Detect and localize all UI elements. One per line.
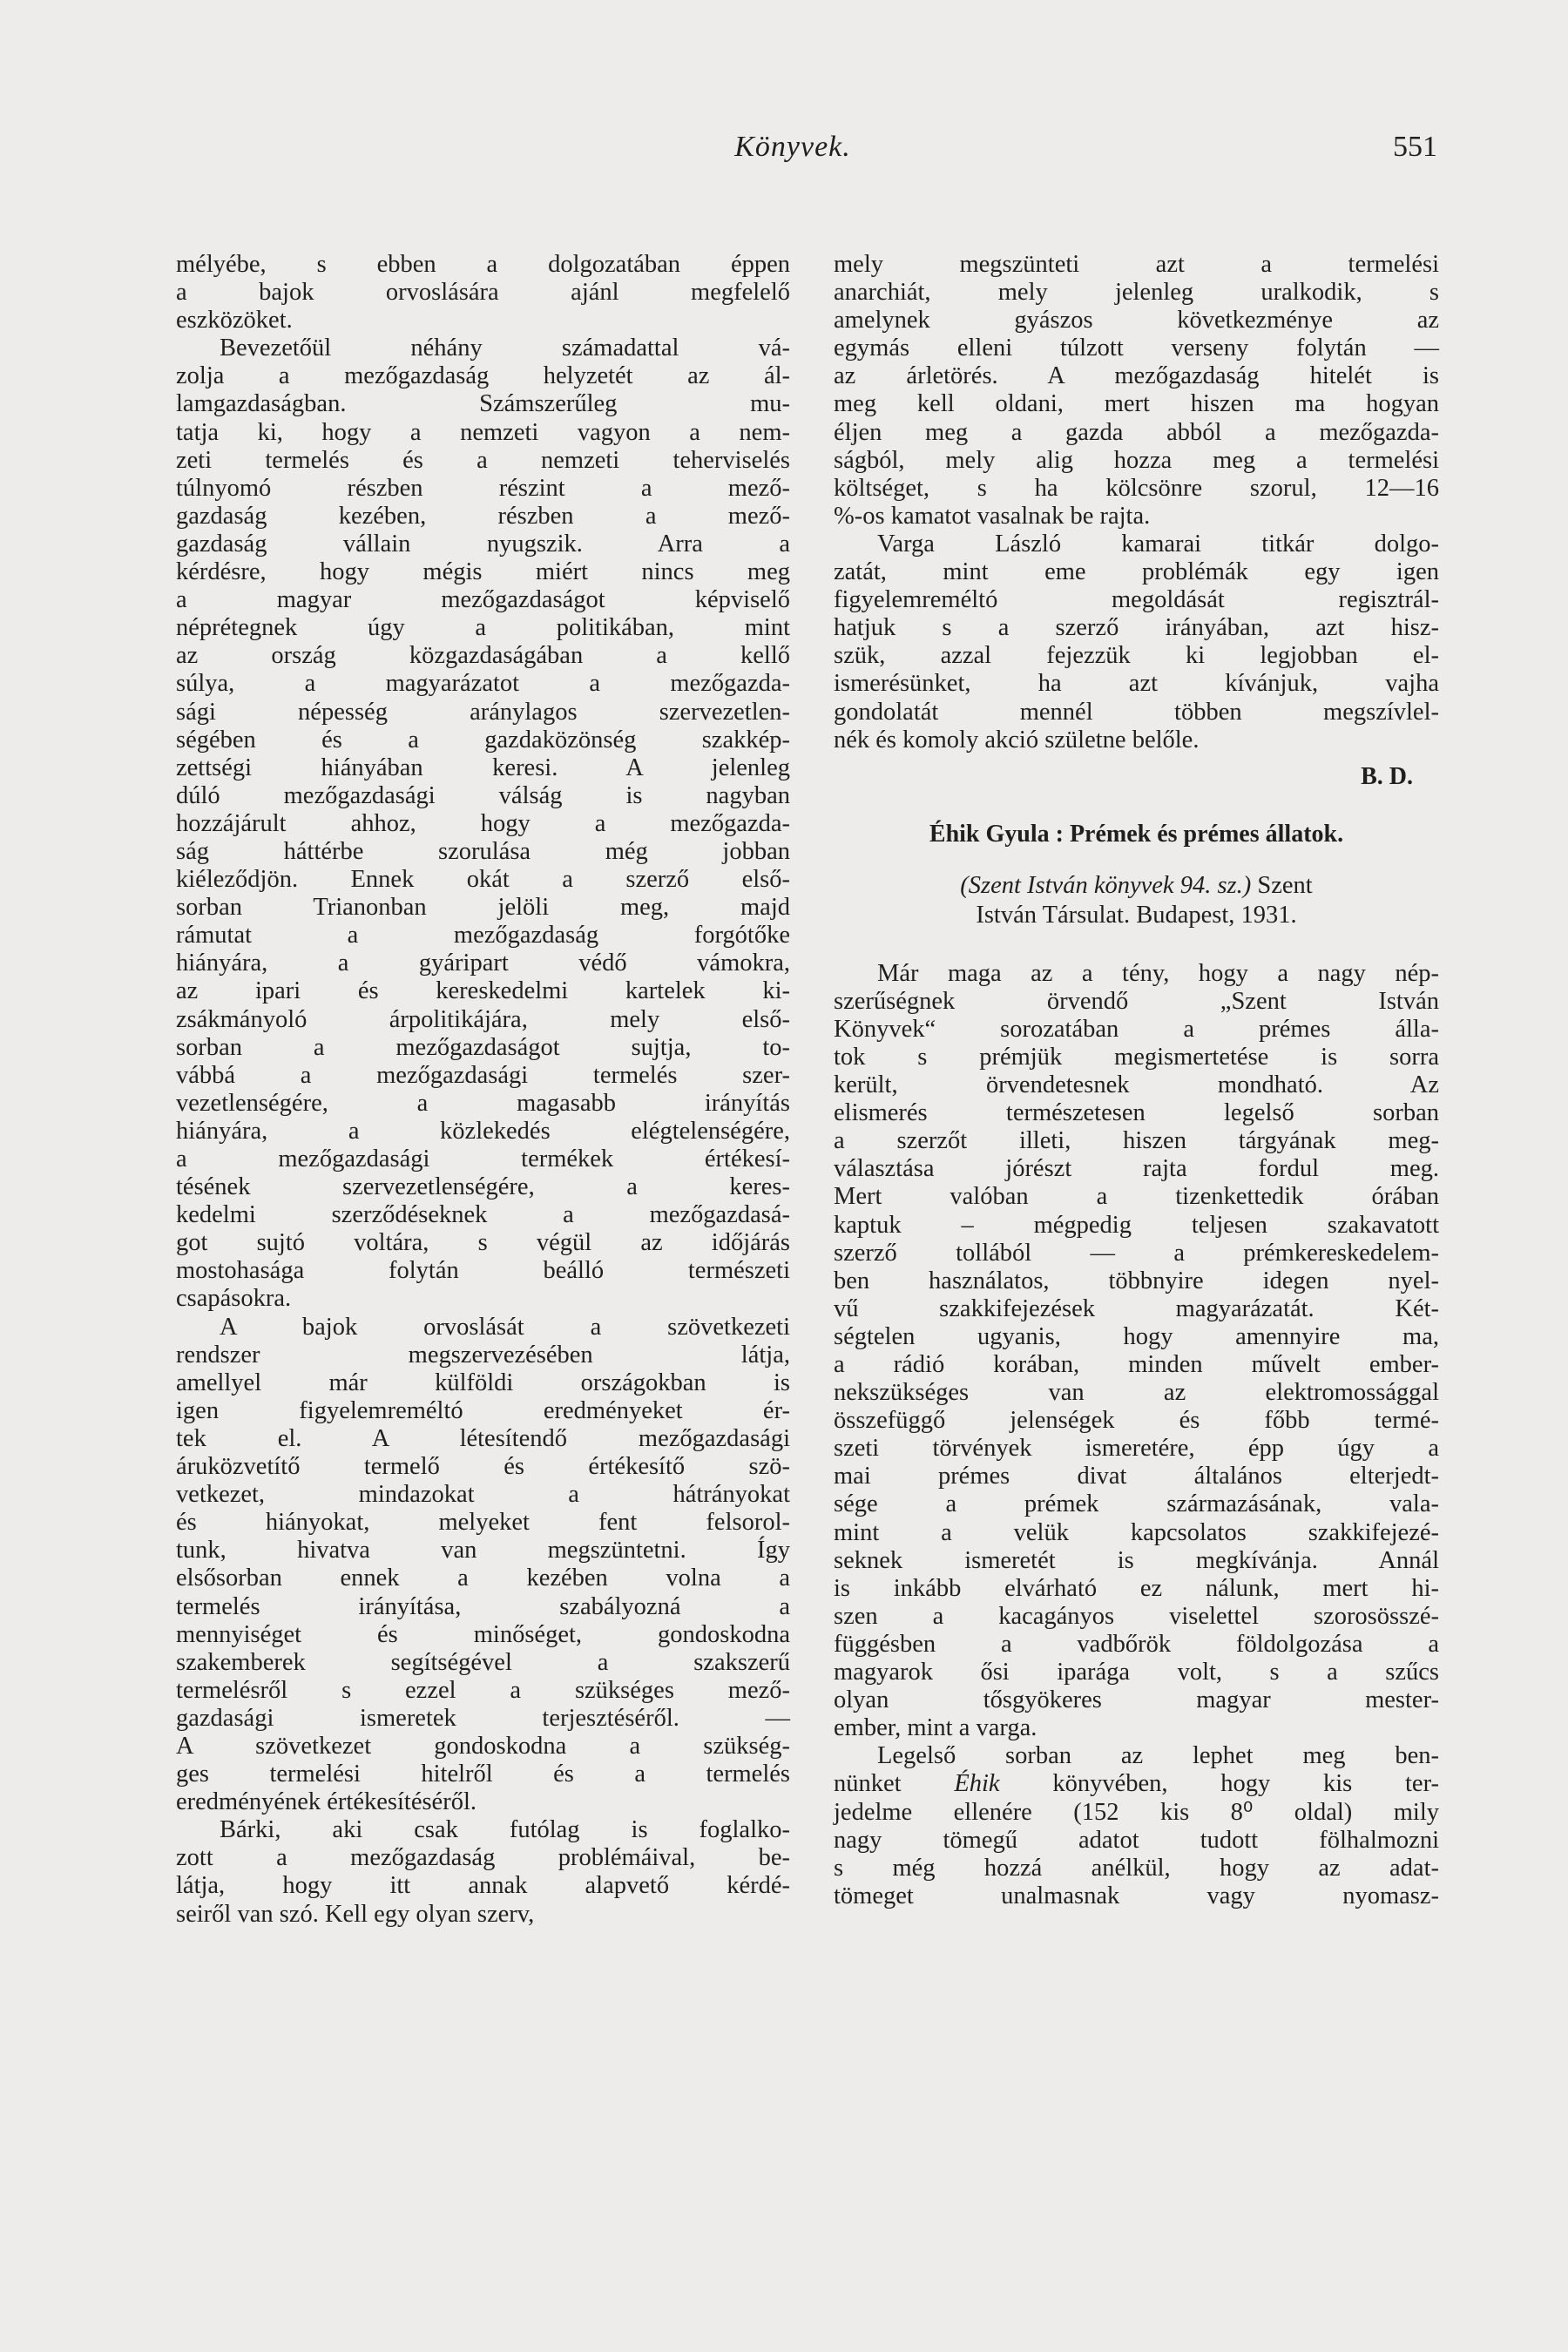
text-line: zatát, mint eme problémák egy igen bbox=[834, 558, 1439, 586]
text-line: egymás elleni túlzott verseny folytán — bbox=[834, 335, 1439, 362]
publication-line-2: István Társulat. Budapest, 1931. bbox=[976, 901, 1297, 929]
text-line: jedelme ellenére (152 kis 8⁰ oldal) mily bbox=[834, 1798, 1439, 1826]
text-line: nék és komoly akció születne belőle. bbox=[834, 726, 1200, 754]
series-name: (Szent István könyvek 94. sz.) bbox=[960, 871, 1252, 899]
text-line: ségtelen ugyanis, hogy amennyire ma, bbox=[834, 1322, 1439, 1350]
text-line: az árletörés. A mezőgazdaság hitelét is bbox=[834, 362, 1439, 390]
text-line: eredményének értékesítéséről. bbox=[176, 1788, 476, 1816]
text-line: ben használatos, többnyire idegen nyel- bbox=[834, 1267, 1439, 1294]
text-line: anarchiát, mely jelenleg uralkodik, s bbox=[834, 279, 1439, 307]
text-line: tömeget unalmasnak vagy nyomasz- bbox=[834, 1882, 1439, 1909]
text-line: szük, azzal fejezzük ki legjobban el- bbox=[834, 642, 1439, 670]
text-line: figyelemreméltó megoldását regisztrál- bbox=[834, 586, 1439, 614]
text-line: a szerzőt illeti, hiszen tárgyának meg- bbox=[834, 1127, 1439, 1155]
text-line: sorban Trianonban jelöli meg, majd bbox=[176, 894, 790, 922]
text-line: rendszer megszervezésében látja, bbox=[176, 1341, 790, 1369]
text-line: kedelmi szerződéseknek a mezőgazdasá- bbox=[176, 1201, 790, 1229]
text-line: sági népesség aránylagos szervezetlen- bbox=[176, 698, 790, 726]
review-continuation bbox=[834, 251, 1439, 754]
text-line: gazdaság kezében, részben a mező- bbox=[176, 502, 790, 530]
text-line: nekszükséges van az elektromossággal bbox=[834, 1379, 1439, 1407]
text-line: kaptuk – mégpedig teljesen szakavatott bbox=[834, 1211, 1439, 1239]
text-line: és hiányokat, melyeket fent felsorol- bbox=[176, 1509, 790, 1537]
text-line: hatjuk s a szerző irányában, azt hisz- bbox=[834, 614, 1439, 642]
text-line: szerző tollából — a prémkereskedelem- bbox=[834, 1239, 1439, 1267]
text-line: a rádió korában, minden művelt ember- bbox=[834, 1351, 1439, 1378]
text-line: az ipari és kereskedelmi kartelek ki- bbox=[176, 977, 790, 1005]
text-line: vű szakkifejezések magyarázatát. Két- bbox=[834, 1294, 1439, 1322]
text-line: ségében és a gazdaközönség szakkép- bbox=[176, 726, 790, 754]
text-line: nagy tömegű adatot tudott fölhalmozni bbox=[834, 1826, 1439, 1854]
text-line: dúló mezőgazdasági válság is nagyban bbox=[176, 781, 790, 809]
text-line: hiányára, a gyáripart védő vámokra, bbox=[176, 950, 790, 977]
text-line: meg kell oldani, mert hiszen ma hogyan bbox=[834, 390, 1439, 418]
text-line: az ország közgazdaságában a kellő bbox=[176, 642, 790, 670]
paragraph-line: Legelső sorban az lephet meg ben- bbox=[877, 1742, 1439, 1770]
text-line: elismerés természetesen legelső sorban bbox=[834, 1099, 1439, 1127]
text-line: gazdasági ismeretek terjesztéséről. — bbox=[176, 1704, 790, 1732]
text-line: szerűségnek örvendő „Szent István bbox=[834, 987, 1439, 1015]
text-line: rámutat a mezőgazdaság forgótőke bbox=[176, 922, 790, 950]
text-line: szen a kacagányos viselettel szorosösszé- bbox=[834, 1602, 1439, 1630]
text-line: zeti termelés és a nemzeti teherviselés bbox=[176, 446, 790, 474]
text-line: A szövetkezet gondoskodna a szükség- bbox=[176, 1732, 790, 1760]
text-line: tunk, hivatva van megszüntetni. Így bbox=[176, 1537, 790, 1565]
text-line: néprétegnek úgy a politikában, mint bbox=[176, 614, 790, 642]
text-line: mely megszünteti azt a termelési bbox=[834, 251, 1439, 278]
page-number: 551 bbox=[1393, 131, 1437, 163]
text-line: összefüggő jelenségek és főbb termé- bbox=[834, 1407, 1439, 1435]
text-line: sorban a mezőgazdaságot sujtja, to- bbox=[176, 1033, 790, 1061]
text-line: mai prémes divat általános elterjedt- bbox=[834, 1463, 1439, 1490]
text-line: amellyel már külföldi országokban is bbox=[176, 1369, 790, 1396]
text-line: a magyar mezőgazdaságot képviselő bbox=[176, 586, 790, 614]
text-line: elsősorban ennek a kezében volna a bbox=[176, 1565, 790, 1592]
right-column bbox=[834, 251, 1439, 1910]
text-line: szakemberek segítségével a szakszerű bbox=[176, 1648, 790, 1676]
running-header: Könyvek. bbox=[734, 131, 851, 163]
text-line: s még hozzá anélkül, hogy az adat- bbox=[834, 1854, 1439, 1882]
text-line: Bevezetőül néhány számadattal vá- bbox=[220, 335, 790, 362]
paragraph-line bbox=[834, 1770, 1439, 1798]
text-line: választása jórészt rajta fordul meg. bbox=[834, 1155, 1439, 1183]
text-line: A bajok orvoslását a szövetkezeti bbox=[220, 1313, 790, 1341]
text-line: got sujtó voltára, s végül az időjárás bbox=[176, 1229, 790, 1257]
text-line: áruközvetítő termelő és értékesítő szö- bbox=[176, 1453, 790, 1481]
text-line: a bajok orvoslására ajánl megfelelő bbox=[176, 279, 790, 307]
text-line: súlya, a magyarázatot a mezőgazda- bbox=[176, 670, 790, 698]
text-line: zettségi hiányában keresi. A jelenleg bbox=[176, 754, 790, 781]
text-line: látja, hogy itt annak alapvető kérdé- bbox=[176, 1872, 790, 1900]
text-line: tésének szervezetlenségére, a keres- bbox=[176, 1173, 790, 1201]
text-line: olyan tősgyökeres magyar mester- bbox=[834, 1686, 1439, 1714]
text-line: mint a velük kapcsolatos szakkifejezé- bbox=[834, 1518, 1439, 1546]
text-line: vábbá a mezőgazdasági termelés szer- bbox=[176, 1061, 790, 1089]
text-line: Könyvek“ sorozatában a prémes álla- bbox=[834, 1015, 1439, 1043]
text-line: hozzájárult ahhoz, hogy a mezőgazda- bbox=[176, 809, 790, 837]
text-line: hiányára, a közlekedés elégtelenségére, bbox=[176, 1117, 790, 1145]
reviewer-signature: B. D. bbox=[1361, 762, 1413, 790]
text-line: mennyiséget és minőséget, gondoskodna bbox=[176, 1620, 790, 1648]
text-line: tatja ki, hogy a nemzeti vagyon a nem- bbox=[176, 418, 790, 446]
text-line: mostohasága folytán beálló természeti bbox=[176, 1257, 790, 1285]
text-line: a mezőgazdasági termékek értékesí- bbox=[176, 1146, 790, 1173]
text-span: könyvében, hogy kis ter- bbox=[999, 1770, 1439, 1798]
text-line: igen figyelemreméltó eredményeket ér- bbox=[176, 1396, 790, 1424]
text-line: tok s prémjük megismertetése is sorra bbox=[834, 1043, 1439, 1071]
text-line: zsákmányoló árpolitikájára, mely első- bbox=[176, 1005, 790, 1033]
text-line: éljen meg a gazda abból a mezőgazda- bbox=[834, 418, 1439, 446]
text-line: kiéleződjön. Ennek okát a szerző első- bbox=[176, 866, 790, 894]
text-line: ságból, mely alig hozza meg a termelési bbox=[834, 446, 1439, 474]
text-line: termelés irányítása, szabályozná a bbox=[176, 1592, 790, 1620]
text-line: ember, mint a varga. bbox=[834, 1714, 1037, 1742]
text-line: Varga László kamarai titkár dolgo- bbox=[877, 530, 1439, 558]
text-line: seknek ismeretét is megkívánja. Annál bbox=[834, 1546, 1439, 1574]
publisher-part: Szent bbox=[1257, 871, 1313, 899]
text-line: Bárki, aki csak futólag is foglalko- bbox=[220, 1816, 790, 1844]
text-line: vetkezet, mindazokat a hátrányokat bbox=[176, 1481, 790, 1509]
text-line: Mert valóban a tizenkettedik órában bbox=[834, 1183, 1439, 1211]
text-line: zott a mezőgazdaság problémáival, be- bbox=[176, 1844, 790, 1872]
text-line: eszközöket. bbox=[176, 307, 293, 335]
text-line: mélyébe, s ebben a dolgozatában éppen bbox=[176, 251, 790, 278]
book-title: Éhik Gyula : Prémek és prémes állatok. bbox=[929, 820, 1344, 848]
text-line: függésben a vadbőrök földolgozása a bbox=[834, 1630, 1439, 1658]
text-line: költséget, s ha kölcsönre szorul, 12—16 bbox=[834, 474, 1439, 502]
text-line: csapásokra. bbox=[176, 1285, 292, 1313]
text-line: %-os kamatot vasalnak be rajta. bbox=[834, 502, 1151, 530]
text-line: ges termelési hitelről és a termelés bbox=[176, 1761, 790, 1788]
text-line: is inkább elvárható ez nálunk, mert hi- bbox=[834, 1574, 1439, 1602]
text-line: Már maga az a tény, hogy a nagy nép- bbox=[877, 959, 1439, 987]
text-line: lamgazdaságban. Számszerűleg mu- bbox=[176, 390, 790, 418]
text-line: gondolatát mennél többen megszívlel- bbox=[834, 698, 1439, 726]
text-line: kérdésre, hogy mégis miért nincs meg bbox=[176, 558, 790, 586]
review-body bbox=[834, 960, 1439, 1743]
left-column bbox=[176, 251, 790, 1929]
review-body-end bbox=[834, 1799, 1439, 1910]
text-line: sége a prémek származásának, vala- bbox=[834, 1490, 1439, 1518]
publication-line-1 bbox=[834, 871, 1439, 901]
text-line: amelynek gyászos következménye az bbox=[834, 307, 1439, 335]
text-line: szeti törvények ismeretére, épp úgy a bbox=[834, 1435, 1439, 1463]
text-line: termelésről s ezzel a szükséges mező- bbox=[176, 1676, 790, 1704]
text-line: került, örvendetesnek mondható. Az bbox=[834, 1071, 1439, 1099]
text-line: túlnyomó részben részint a mező- bbox=[176, 474, 790, 502]
text-line: ismerésünket, ha azt kívánjuk, vajha bbox=[834, 670, 1439, 698]
text-span: nünket bbox=[834, 1770, 955, 1798]
text-line: tek el. A létesítendő mezőgazdasági bbox=[176, 1424, 790, 1452]
text-line: zolja a mezőgazdaság helyzetét az ál- bbox=[176, 362, 790, 390]
text-line: vezetlenségére, a magasabb irányítás bbox=[176, 1089, 790, 1117]
text-line: magyarok ősi iparága volt, s a szűcs bbox=[834, 1659, 1439, 1686]
text-line: seiről van szó. Kell egy olyan szerv, bbox=[176, 1900, 535, 1928]
author-name: Éhik bbox=[954, 1770, 1000, 1798]
text-line: gazdaság vállain nyugszik. Arra a bbox=[176, 530, 790, 558]
text-line: ság háttérbe szorulása még jobban bbox=[176, 837, 790, 865]
